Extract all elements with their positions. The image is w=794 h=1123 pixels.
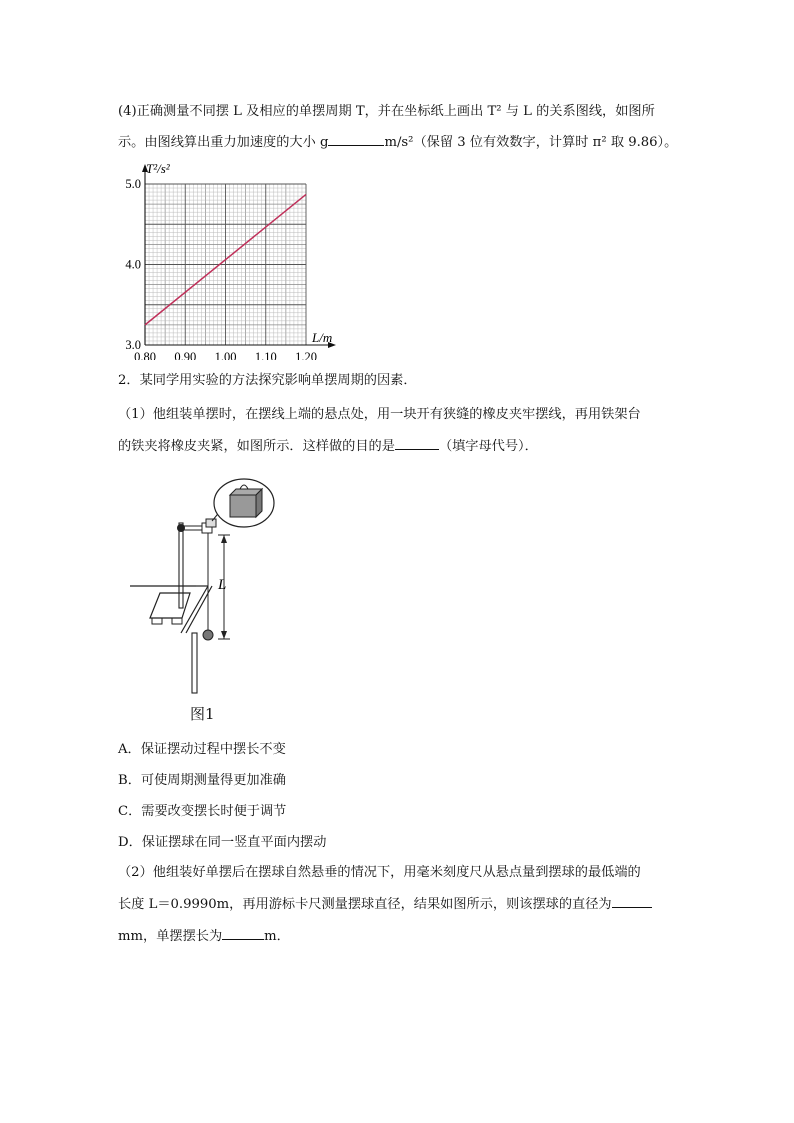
x-tick-label: 0.90 [174,350,197,360]
q2-p2-line2-text: 长度 L＝0.9990m，再用游标卡尺测量摆球直径，结果如图所示，则该摆球的直径为 [118,897,612,912]
figure-caption: 图1 [190,705,215,723]
pendulum-apparatus-figure [126,473,286,733]
q2-p1-line2-hint: （填字母代号）． [438,439,538,454]
y-axis-label: T²/s² [146,161,170,176]
chart-axes [142,164,336,348]
answer-blank-purpose[interactable] [395,437,439,450]
option-c[interactable]: C．需要改变摆长时便于调节 [118,804,287,819]
option-b[interactable]: B．可使周期测量得更加准确 [118,773,286,788]
option-a[interactable]: A．保证摆动过程中摆长不变 [118,742,286,757]
q2-p1-line1: （1）他组装单摆时，在摆线上端的悬点处，用一块开有狭缝的橡皮夹牢摆线，再用铁架台 [118,407,641,422]
q2-p2-line2 [118,895,652,914]
option-d[interactable]: D．保证摆球在同一竖直平面内摆动 [118,835,327,850]
y-tick-label: 5.0 [125,177,141,191]
q1-line2-unit-text: m/s²（保留 3 位有效数字，计算时 π² 取 9.86）。 [384,135,678,150]
q1-line2 [118,133,677,152]
x-tick-label: 1.00 [214,350,237,360]
y-tick-label: 4.0 [125,257,141,272]
q2-intro: 2．某同学用实验的方法探究影响单摆周期的因素． [118,373,417,388]
q2-p2-line3-text: mm，单摆摆长为 [118,929,223,944]
x-tick-label: 1.10 [254,350,277,360]
x-tick-label: 1.20 [295,350,317,360]
q1-line2-text: 示。由图线算出重力加速度的大小 g [118,135,329,150]
x-axis-label: L/m [312,330,333,345]
figure-length-label: L [218,577,227,593]
answer-blank-diameter[interactable] [612,895,652,908]
answer-blank-g[interactable] [328,133,384,146]
q2-p2-line1: （2）他组装好单摆后在摆球自然悬垂的情况下，用毫米刻度尺从悬点量到摆球的最低端的 [118,865,641,880]
q2-p1-line2 [118,437,538,456]
x-tick-label: 0.80 [134,350,156,360]
t2-vs-l-chart [110,160,370,360]
y-tick-label: 3.0 [125,338,141,352]
answer-blank-length[interactable] [222,927,264,940]
q2-p2-line3-unit: m． [264,929,290,944]
q2-p1-line2-text: 的铁夹将橡皮夹紧，如图所示．这样做的目的是 [118,439,395,454]
q1-line1: (4)正确测量不同摆 L 及相应的单摆周期 T，并在坐标纸上画出 T² 与 L 的关系图线，如图所 [118,104,655,119]
q2-p2-line3 [118,927,290,946]
